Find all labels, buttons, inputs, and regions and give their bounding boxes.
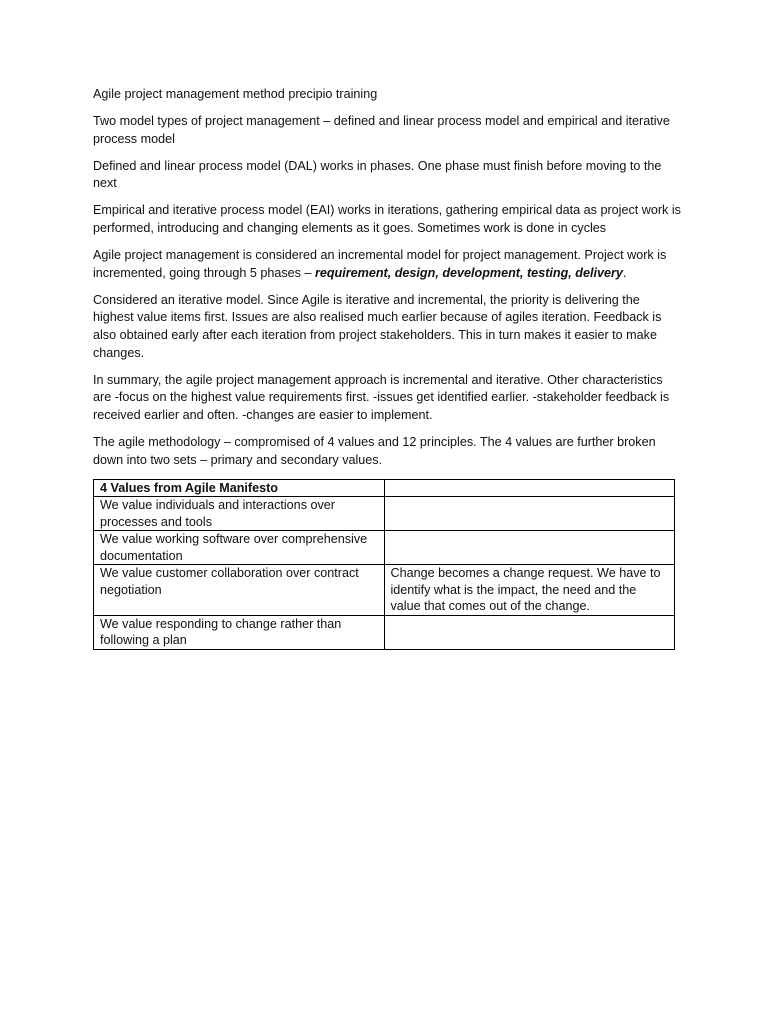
table-row [94,615,675,649]
table-row [94,497,675,531]
table-header-row [94,479,675,497]
table-cell: We value individuals and interactions over processes and tools [94,497,385,531]
table-cell: Change becomes a change request. We have to identify what is the impact, the need and the value that comes out of the change. [384,565,675,616]
table-cell [384,615,675,649]
incremental-phases: requirement, design, development, testing, delivery [314,265,623,280]
table-row [94,565,675,616]
table-cell: We value customer collaboration over contract negotiation [94,565,385,616]
paragraph-methodology: The agile methodology – compromised of 4 values and 12 principles. The 4 values are further broken down into two sets – primary and secondary values. [93,435,656,467]
paragraph-eai: Empirical and iterative process model (EAI) works in iterations, gathering empirical data as project work is performed, introducing and changing elements as it goes. Sometimes work is done in cycles [93,203,681,236]
table-header-cell: 4 Values from Agile Manifesto [94,479,385,497]
table-row [94,531,675,565]
document-title: Agile project management method precipio training [93,87,378,101]
paragraph-model-types: Two model types of project management – defined and linear process model and empirical and iterative process model [93,114,670,146]
incremental-text: Agile project management is considered an incremental model for project management. Project work is incremented, going through 5 phases – [93,248,667,280]
paragraph-dal: Defined and linear process model (DAL) works in phases. One phase must finish before moving to the next [93,158,662,191]
table-cell: We value responding to change rather than following a plan [94,615,385,649]
table-cell [384,531,675,565]
paragraph-incremental [93,247,683,282]
table-cell: We value working software over comprehensive documentation [94,531,385,565]
agile-manifesto-table [93,479,675,650]
incremental-end: . [622,265,627,280]
table-cell [384,497,675,531]
table-header-cell [384,479,675,497]
document-body [93,86,683,650]
paragraph-summary: In summary, the agile project management approach is incremental and iterative. Other characteristics are -focus on the highest value requirements first. -issues get identified earlier. -stakeholder feedback is received earlier and often. -changes are easier to implement. [93,372,670,422]
paragraph-iterative: Considered an iterative model. Since Agile is iterative and incremental, the priority is delivering the highest value items first. Issues are also realised much earlier because of agiles iteration. Feedback is also obtained early after each iteration from project stakeholders. This in turn makes it easier to make changes. [93,292,662,360]
